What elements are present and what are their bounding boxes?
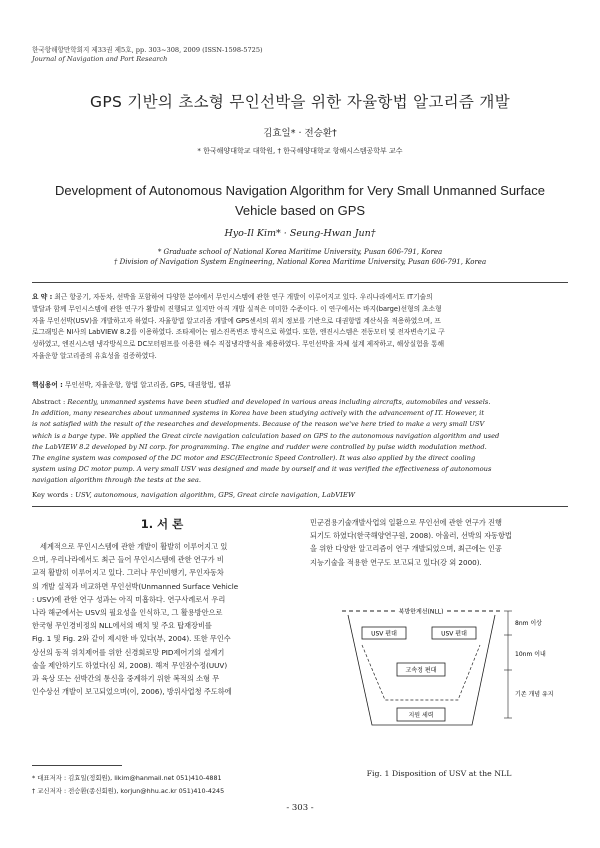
body-line: 상선의 동적 위치제어를 위한 신경회로망 PID제어기의 설계기 [32,647,225,657]
dim-label-2: 10nm 이내 [515,651,546,658]
body-line: 교적 활발히 이루어지고 있다. 그러나 무인비행기, 무인자동차 [32,568,224,578]
usv-formation-right-label: USV 편대 [441,630,467,638]
abstract-en-line: navigation algorithm through the tests at the sea. [32,476,202,485]
authors-english: Hyo-Il Kim* · Seung-Hwan Jun† [224,228,376,239]
body-line: : USV)에 관한 연구 성과는 아직 미흡하다. 연구사례로서 우리 [32,594,226,604]
keywords-korean [32,379,231,389]
body-line: 인수상선 개발이 보고되었으며(이, 2006), 방위사업청 주도하에 [32,687,232,697]
abstract-ko-line: 로그래밍은 NI사의 LabVIEW 8.2를 이용하였다. 조타제어는 펄스진폭변조 방식으로 하였다. 또한, 엔진시스템은 전동모터 및 전자변속기로 구 [32,328,445,337]
body-line: Fig. 1 및 Fig. 2와 같이 제시한 바 있다(부, 2004). 또한 무인수 [32,634,231,644]
title-en-line1: Development of Autonomous Navigation Algorithm for Very Small Unmanned Surface [55,183,545,198]
abstract-en-label: Abstract : [32,398,66,406]
abstract-en-line: is not satisfied with the result of the researches and developments. Because of the reason we've here tried to make a very small USV [32,420,485,429]
abstract-ko-line: 자율운항 알고리즘의 유효성을 검증하였다. [32,351,157,360]
affiliation-en-1: * Graduate school of National Korea Maritime University, Pusan 606-791, Korea [157,248,443,256]
footnote-1: * 대표저자 : 김효일(정회원), likim@hanmail.net 051)410-4881 [32,774,222,782]
nll-label: 북방한계선(NLL) [398,608,444,616]
affiliations-korean: * 한국해양대학교 대학원, † 한국해양대학교 항해시스템공학부 교수 [197,147,403,155]
abstract-en-line: the LabVIEW 8.2 developed by NI corp. for programming. The engine and rudder were controlled by pulse width modulation method. [32,442,487,451]
left-column [32,540,292,698]
keywords-english [32,491,355,499]
footnote-2: † 교신저자 : 전승환(종신회원), korjun@hhu.ac.kr 051)410-4245 [32,787,225,795]
keywords-ko-text: 무인선박, 자율운항, 항법 알고리즘, GPS, 대권항법, 랩뷰 [64,381,232,389]
abstract-ko-line: 요 약 : 최근 항공기, 자동차, 선박을 포함하여 다양한 분야에서 무인시스템에 관한 연구 개발이 이루어지고 있다. 우리나라에서도 IT기술의 [32,293,433,301]
abstract-ko-label: 요 약 : [32,293,53,301]
body-line: 되기도 하였다(한국해양연구원, 2008). 아울러, 선박의 자동항법 [310,531,512,541]
abstract-en-line: Abstract : Recently, unmanned systems have been studied and developed in various areas including aircrafts, automobiles and vessels. [32,398,491,406]
body-line: 과 육상 또는 선박간의 통신을 중계하기 위한 복적의 소형 무 [32,674,220,684]
affiliation-en-2: † Division of Navigation System Engineering, National Korea Maritime University, Pusan 606-791, Korea [113,258,487,266]
abstract-ko-line: 발달과 함께 무인시스템에 관한 연구가 활발히 진행되고 있지만 아직 개발 실적은 미미한 수준이다. 이 연구에서는 바지(barge)선형의 초소형 [32,304,442,313]
body-line: 술을 제안하기도 하였다(심 외, 2008). 해저 무인잠수정(UUV) [32,660,228,670]
abstract-english [32,397,568,487]
figure-caption: Fig. 1 Disposition of USV at the NLL [366,769,512,778]
abstract-en-line: which is a barge type. We applied the Great circle navigation calculation based on GPS to the autonomous navigation algorithm and used [32,431,500,440]
body-line: 세계적으로 무인시스템에 관한 개발이 활발히 이루어지고 있 [40,542,228,551]
support-force-label: 지원 세력 [408,712,434,719]
body-line: 나라 해군에서는 USV의 필요성을 인식하고, 그 활용방안으로 [32,608,223,618]
body-line: 으며, 우리나라에서도 최근 들어 무인시스템에 관한 연구가 비 [32,555,224,565]
journal-header-line2: Journal of Navigation and Port Research [32,55,168,63]
abstract-ko-line: 자율 무인선박(USV)을 개발하고자 하였다. 자율항법 알고리즘 개발에 GPS센서의 위치 정보를 기반으로 대권항법 계산식을 적용하였으며, 프 [32,316,441,325]
abstract-en-line: The engine system was composed of the DC motor and ESC(Electronic Speed Controller). It was also applied by the direct cooling [32,454,476,463]
keywords-en-label: Key words : [32,491,73,499]
right-column [310,516,568,569]
patrol-formation-label: 고속정 편대 [405,667,437,674]
body-line: 한국형 무인경비정의 NLL에서의 배치 및 주요 탑재장비를 [32,621,212,631]
body-line: 의 개발 실적과 비교하면 무인선박(Unmanned Surface Vehicle [32,581,239,591]
footnote-divider [32,765,122,766]
title-en-line2: Vehicle based on GPS [234,203,366,218]
abstract-en-line: system using DC motor pump. A very small USV was designed and made by ourself and it was verified the effectiveness of autonomous [32,465,492,474]
divider-bottom [32,506,568,507]
usv-formation-left-label: USV 편대 [371,630,397,638]
paper-title-english [0,181,600,221]
authors-korean: 김효일* · 전승환† [263,128,337,139]
paper-title-korean: GPS 기반의 초소형 무인선박을 위한 자율항법 알고리즘 개발 [90,93,510,111]
divider-top [32,282,568,283]
body-line: 을 위한 다양한 알고리즘이 연구 개발되었으며, 최근에는 인공 [310,544,502,554]
figure-nll-disposition [340,600,560,760]
keywords-en-text: USV, autonomous, navigation algorithm, GPS, Great circle navigation, LabVIEW [75,491,355,499]
keywords-ko-label: 핵심용어 : [32,381,63,389]
page-number: - 303 - [286,803,314,813]
body-line: 지능기술을 적용한 연구도 보고되고 있다(강 외 2000). [310,557,482,567]
journal-header-line1: 한국항해항만학회지 제33권 제5호, pp. 303~308, 2009 (ISSN-1598-5725) [32,46,263,54]
dim-label-3: 기존 개념 유지 [515,691,554,698]
dim-label-1: 8nm 이상 [515,620,542,627]
abstract-korean [32,292,568,363]
abstract-en-line: In addition, many researches about unmanned systems in Korea have been studying actively with the advancement of IT. However, it [32,409,485,418]
section-title-introduction: 1. 서 론 [140,517,184,531]
abstract-ko-line: 성하였고, 엔진시스템 냉각방식으로 DC모터펌프를 이용한 해수 직접냉각방식을 채용하였다. 무인선박을 자체 설계 제작하고, 해상실험을 통해 [32,340,445,349]
body-line: 민군겸용기술개발사업의 일환으로 무인선에 관한 연구가 진행 [310,518,502,527]
